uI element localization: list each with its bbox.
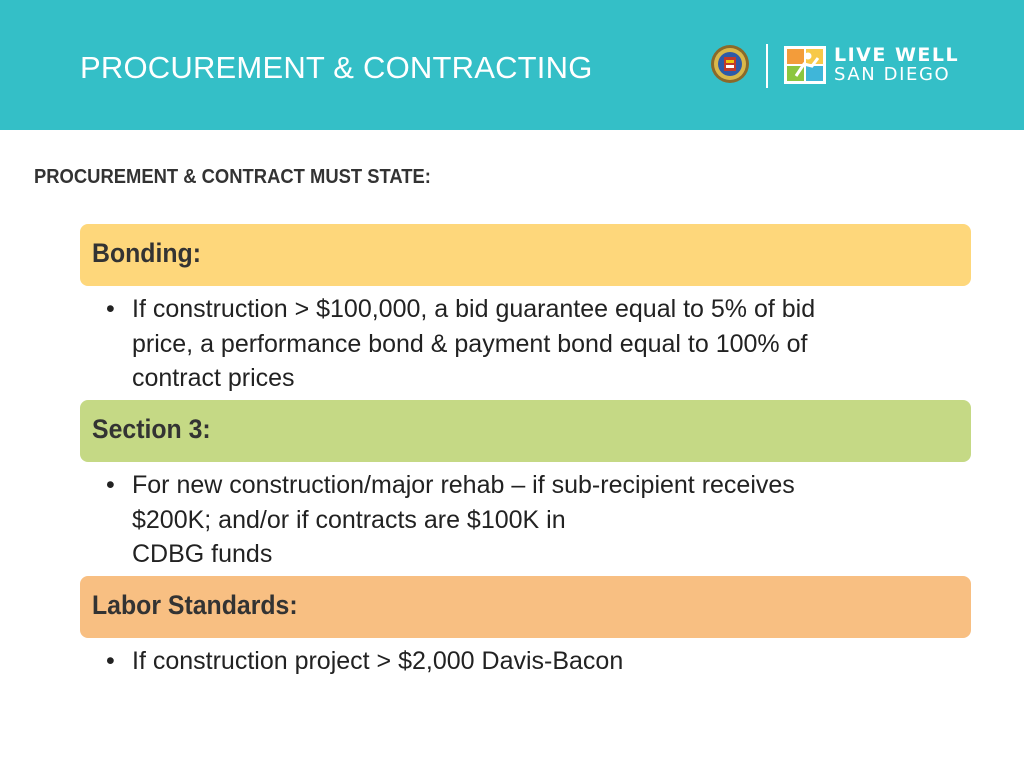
section3-label: Section 3:: [92, 414, 211, 444]
page-title: PROCUREMENT & CONTRACTING: [80, 50, 593, 85]
section-subtitle: PROCUREMENT & CONTRACT MUST STATE:: [34, 166, 431, 188]
bonding-text-line: If construction > $100,000, a bid guarantee equal to 5% of bid: [132, 295, 816, 323]
labor-standards-header-band: [80, 576, 971, 638]
section3-header-band: [80, 400, 971, 462]
logo-line2: SAN DIEGO: [834, 64, 951, 85]
bullet-symbol: •: [106, 647, 115, 675]
live-well-logo-icon: [784, 46, 826, 84]
section3-text-line: For new construction/major rehab – if sub-recipient receives: [132, 471, 795, 499]
section3-text-line: CDBG funds: [132, 540, 273, 568]
header-banner: [0, 0, 1024, 130]
labor-standards-text-line: If construction project > $2,000 Davis-Bacon: [132, 647, 624, 675]
bonding-label: Bonding:: [92, 238, 201, 268]
bonding-text-line: price, a performance bond & payment bond equal to 100% of: [132, 329, 808, 358]
bonding-text-line: contract prices: [132, 364, 295, 392]
live-well-logo-text: [834, 46, 959, 84]
bonding-header-band: [80, 224, 971, 286]
logo-divider: [766, 44, 768, 88]
logo-line1: LIVE WELL: [834, 44, 960, 66]
labor-standards-bullet: [106, 644, 936, 679]
bullet-symbol: •: [106, 471, 115, 499]
county-seal-icon: [710, 44, 750, 84]
section3-bullet: [106, 468, 936, 572]
bonding-bullet: [106, 292, 936, 396]
bullet-symbol: •: [106, 295, 115, 323]
section3-text-line: $200K; and/or if contracts are $100K in: [132, 505, 566, 534]
labor-standards-label: Labor Standards:: [92, 590, 298, 620]
